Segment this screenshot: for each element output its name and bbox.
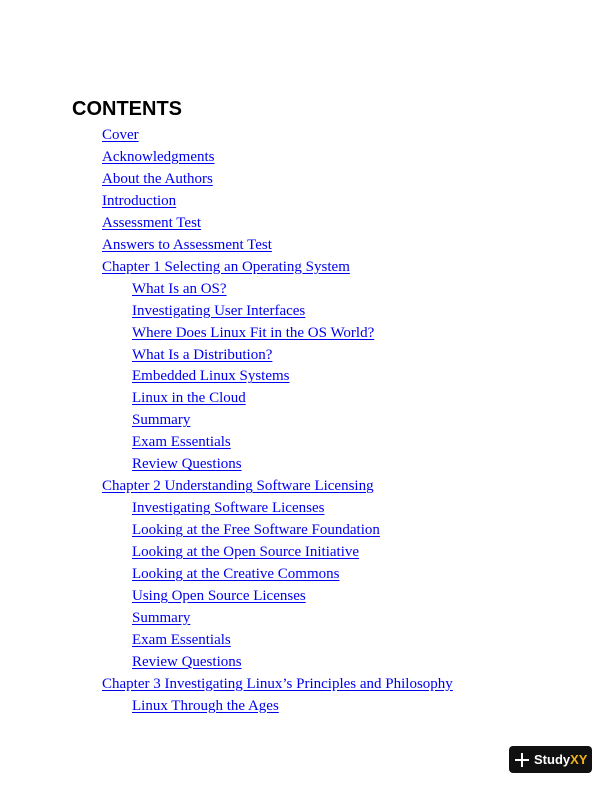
toc-subentry [0, 629, 612, 651]
toc-link[interactable]: Answers to Assessment Test [102, 236, 272, 253]
toc-link[interactable]: Chapter 3 Investigating Linux’s Principles and Philosophy [102, 675, 453, 692]
toc-link[interactable]: Using Open Source Licenses [132, 588, 306, 605]
toc-entry [0, 146, 612, 168]
toc-link[interactable]: Embedded Linux Systems [132, 368, 290, 385]
toc-link[interactable]: Review Questions [132, 456, 242, 473]
toc-link[interactable]: Review Questions [132, 653, 242, 670]
toc-link[interactable]: Linux in the Cloud [132, 390, 246, 407]
toc-entry [0, 168, 612, 190]
toc-link[interactable]: Introduction [102, 192, 177, 209]
toc-link[interactable]: Looking at the Creative Commons [132, 566, 340, 583]
plus-icon [515, 753, 529, 767]
toc-entry [0, 190, 612, 212]
toc-subentry [0, 541, 612, 563]
toc-subentry [0, 607, 612, 629]
toc-entry [0, 256, 612, 278]
toc-link[interactable]: About the Authors [102, 170, 213, 187]
toc-link[interactable]: Looking at the Free Software Foundation [132, 522, 380, 539]
toc-subentry [0, 344, 612, 366]
toc-subentry [0, 278, 612, 300]
toc-subentry [0, 585, 612, 607]
toc-subentry [0, 695, 612, 717]
toc-subentry [0, 453, 612, 475]
toc-link[interactable]: Acknowledgments [102, 148, 215, 165]
toc-link[interactable]: Investigating Software Licenses [132, 500, 325, 517]
table-of-contents [0, 124, 612, 717]
toc-link[interactable]: Chapter 2 Understanding Software Licensing [102, 478, 374, 495]
toc-subentry [0, 497, 612, 519]
toc-link[interactable]: Where Does Linux Fit in the OS World? [132, 324, 375, 341]
toc-link[interactable]: Linux Through the Ages [132, 697, 279, 714]
toc-link[interactable]: Summary [132, 412, 191, 429]
toc-subentry [0, 519, 612, 541]
toc-entry [0, 234, 612, 256]
toc-link[interactable]: Assessment Test [102, 214, 202, 231]
toc-entry [0, 212, 612, 234]
toc-entry [0, 475, 612, 497]
toc-subentry [0, 300, 612, 322]
toc-subentry [0, 387, 612, 409]
toc-link[interactable]: Chapter 1 Selecting an Operating System [102, 258, 350, 275]
badge-brand-accent: XY [570, 752, 588, 767]
toc-link[interactable]: Exam Essentials [132, 631, 231, 648]
badge-brand-main: Study [534, 752, 571, 767]
toc-subentry [0, 563, 612, 585]
toc-link[interactable]: What Is a Distribution? [132, 346, 273, 363]
toc-subentry [0, 409, 612, 431]
toc-subentry [0, 365, 612, 387]
toc-link[interactable]: Investigating User Interfaces [132, 302, 306, 319]
toc-link[interactable]: Looking at the Open Source Initiative [132, 544, 360, 561]
studyxy-badge[interactable] [509, 746, 592, 773]
toc-link[interactable]: Cover [102, 127, 139, 143]
toc-link[interactable]: Exam Essentials [132, 434, 231, 451]
toc-link[interactable]: Summary [132, 609, 191, 626]
toc-entry [0, 124, 612, 146]
toc-subentry [0, 431, 612, 453]
toc-entry [0, 673, 612, 695]
toc-subentry [0, 322, 612, 344]
toc-link[interactable]: What Is an OS? [132, 280, 227, 297]
page-title: CONTENTS [72, 98, 182, 120]
toc-subentry [0, 651, 612, 673]
